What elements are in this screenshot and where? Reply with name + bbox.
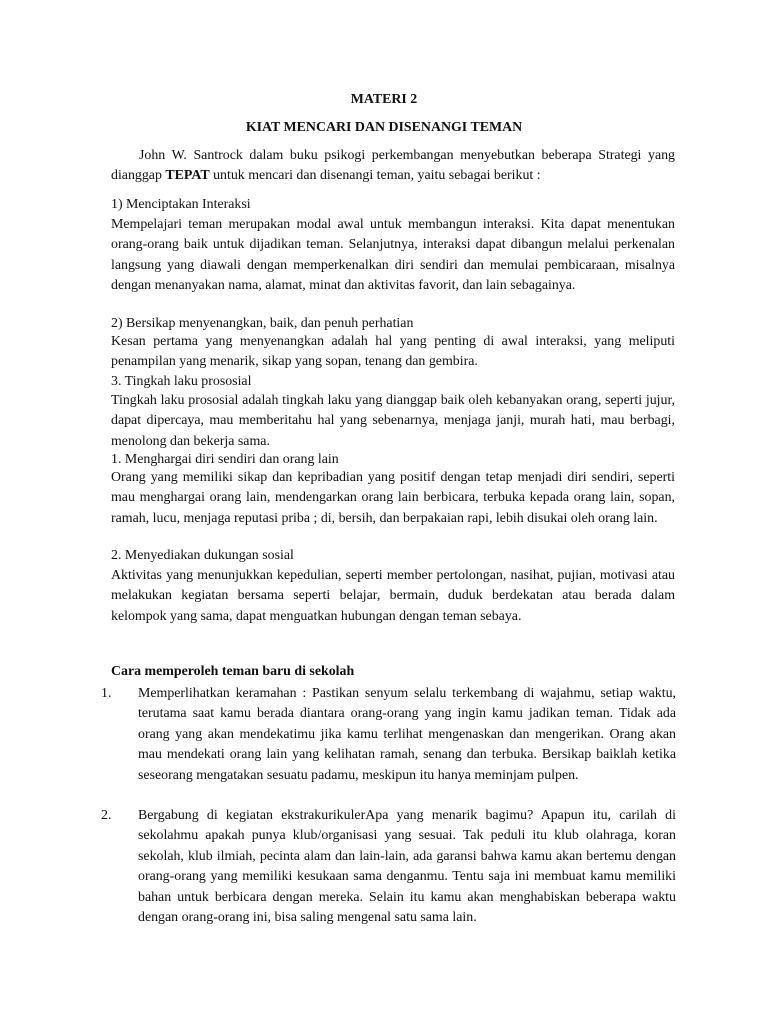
item-1-body: Mempelajari teman merupakan modal awal untuk membangun interaksi. Kita dapat menentukan orang-orang baik untuk dijadikan teman. Selanjutnya, interaksi dapat dibangun melalui perkenalan langsung yang diawali dengan memperkenalkan diri sendiri dan memulai pembicaraan, misalnya dengan menanyakan nama, alamat, minat dan aktivitas favorit, dan lain sebagainya. [111,217,675,294]
intro-text-after: untuk mencari dan disenangi teman, yaitu sebagai berikut : [209,168,541,184]
item-5-body: Aktivitas yang menunjukkan kepedulian, seperti member pertolongan, nasihat, pujian, motivasi atau melakukan kegiatan bersama seperti belajar, bermain, duduk berdekatan atau berada dalam kelompok yang sama, dapat menguatkan hubungan dengan teman sebaya. [111,568,675,624]
item-4-body: Orang yang memiliki sikap dan kepribadian yang positif dengan tetap menjadi diri sendiri, seperti mau menghargai orang lain, mendengarkan orang lain berbicara, terbuka kepada orang lain, sopan, ramah, lucu, menjaga reputasi priba ; di, bersih, dan berpakaian rapi, lebih disukai oleh orang lain. [111,470,675,526]
intro-text-before: John W. Santrock dalam buku psikogi perkembangan menyebutkan beberapa Strategi yang dianggap [111,148,675,184]
item-2-heading: 2) Bersikap menyenangkan, baik, dan penuh perhatian [111,316,414,331]
item-4-heading: 1. Menghargai diri sendiri dan orang lain [111,452,339,467]
intro-text-bold: TEPAT [165,168,210,184]
item-1-heading: 1) Menciptakan Interaksi [111,197,251,212]
item-3-body: Tingkah laku prososial adalah tingkah laku yang dianggap baik oleh kebanyakan orang, seperti jujur, dapat dipercaya, mau memberitahu hal yang sebenarnya, menjaga janji, murah hati, mau berbagi, menolong dan bekerja sama. [111,393,675,449]
list-item-text: Bergabung di kegiatan ekstrakurikulerApa yang menarik bagimu? Apapun itu, carilah di sekolahmu apakah punya klub/organisasi yang sesuai. Tak peduli itu klub olahraga, koran sekolah, klub ilmiah, pecinta alam dan lain-lain, ada garansi bahwa kamu akan bertemu dengan orang-orang yang memiliki kesukaan sama denganmu. Tentu saja ini membuat kamu memiliki bahan untuk berbicara dengan mereka. Selain itu kamu akan menghabiskan beberapa waktu dengan orang-orang ini, bisa saling mengenal satu sama lain. [138,808,676,926]
list-item-text: Memperlihatkan keramahan : Pastikan senyum selalu terkembang di wajahmu, setiap waktu, terutama saat kamu berada diantara orang-orang yang ingin kamu jadikan teman. Tidak ada orang yang akan mendekatimu jika kamu terlihat mengenaskan dan mengerikan. Orang akan mau mendekati orang lain yang kelihatan ramah, senang dan terbuka. Bersikap baiklah ketika seseorang mengatakan sesuatu padamu, meskipun itu hanya meminjam pulpen. [138,686,676,783]
document-title: KIAT MENCARI DAN DISENANGI TEMAN [245,120,523,135]
section-title: Cara memperoleh teman baru di sekolah [111,664,355,679]
list-item-number: 2. [101,808,112,823]
list-item-number: 1. [101,686,112,701]
intro-paragraph [111,146,675,187]
item-2-body: Kesan pertama yang menyenangkan adalah hal yang penting di awal interaksi, yang meliputi penampilan yang menarik, sikap yang sopan, tenang dan gembira. [111,334,675,370]
document-heading: MATERI 2 [350,92,418,107]
item-5-heading: 2. Menyediakan dukungan sosial [111,548,294,563]
item-3-heading: 3. Tingkah laku prososial [111,374,252,389]
